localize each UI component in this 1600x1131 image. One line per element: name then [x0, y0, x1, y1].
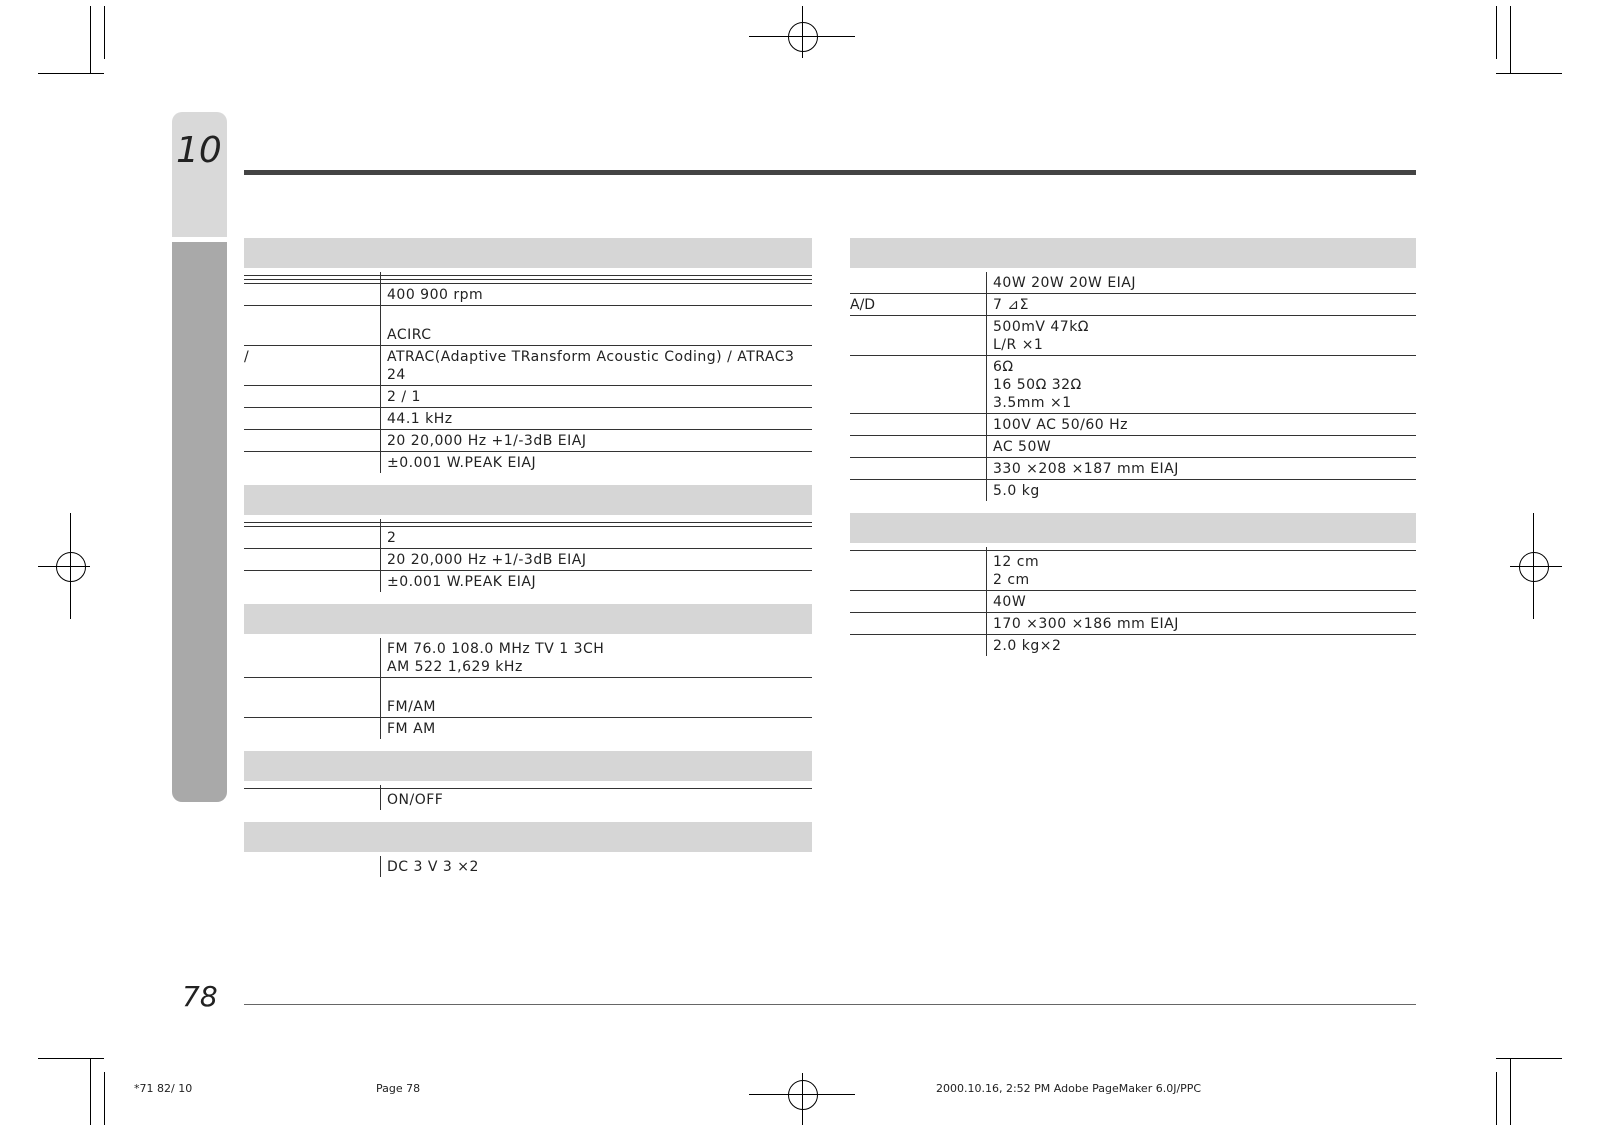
spec-row [850, 294, 1416, 316]
spec-row [244, 856, 812, 877]
spec-label [244, 519, 380, 522]
spec-label [850, 613, 986, 634]
spec-value: ACIRC [380, 306, 812, 345]
spec-value: 100V AC 50/60 Hz [986, 414, 1416, 435]
spec-label [244, 856, 380, 877]
right-spec-column [850, 238, 1416, 656]
spec-label [850, 414, 986, 435]
spec-row [244, 549, 812, 571]
spec-value: FM 76.0 108.0 MHz TV 1 3CH AM 522 1,629 kHz [380, 638, 812, 677]
spec-value [380, 276, 812, 279]
spec-value: FM/AM [380, 678, 812, 717]
spec-label [850, 272, 986, 293]
spec-value: ATRAC(Adaptive TRansform Acoustic Coding) / ATRAC3 24 [380, 346, 812, 385]
spec-value [986, 547, 1416, 550]
spec-value: ON/OFF [380, 789, 812, 810]
spec-label [244, 306, 380, 345]
spec-row [850, 591, 1416, 613]
spec-section-heading [244, 751, 812, 781]
spec-row [850, 458, 1416, 480]
spec-row [244, 386, 812, 408]
spec-value: 2 / 1 [380, 386, 812, 407]
spec-label [244, 549, 380, 570]
spec-value: 2 [380, 527, 812, 548]
spec-value: 20 20,000 Hz +1/-3dB EIAJ [380, 430, 812, 451]
spec-label [244, 284, 380, 305]
spec-row [244, 346, 812, 386]
spec-label [244, 272, 380, 275]
spec-row [850, 316, 1416, 356]
spec-row [244, 452, 812, 473]
spec-row [850, 414, 1416, 436]
spec-value: 44.1 kHz [380, 408, 812, 429]
spec-label [850, 635, 986, 656]
spec-value [380, 519, 812, 522]
left-spec-column [244, 238, 812, 877]
spec-value: 6Ω 16 50Ω 32Ω 3.5mm ×1 [986, 356, 1416, 413]
spec-row [244, 408, 812, 430]
title-rule [244, 170, 1416, 175]
spec-row [244, 430, 812, 452]
spec-row [244, 638, 812, 678]
spec-section-heading [244, 485, 812, 515]
spec-label [244, 527, 380, 548]
slug-stamp: 2000.10.16, 2:52 PM Adobe PageMaker 6.0J/PPC [936, 1082, 1202, 1095]
spec-label [850, 436, 986, 457]
spec-value [380, 280, 812, 283]
spec-row [850, 356, 1416, 414]
spec-label [244, 386, 380, 407]
spec-row [850, 551, 1416, 591]
spec-section-heading [244, 822, 812, 852]
spec-label [850, 356, 986, 413]
spec-label [244, 789, 380, 810]
spec-value: 12 cm 2 cm [986, 551, 1416, 590]
spec-label [850, 316, 986, 355]
spec-value: 170 ×300 ×186 mm EIAJ [986, 613, 1416, 634]
spec-value [380, 523, 812, 526]
spec-value: 40W 20W 20W EIAJ [986, 272, 1416, 293]
chapter-number: 10 [176, 130, 222, 171]
spec-label [244, 452, 380, 473]
spec-label [244, 280, 380, 283]
slug-page: Page 78 [376, 1082, 421, 1095]
spec-label [850, 591, 986, 612]
spec-label [850, 480, 986, 501]
spec-section-heading [850, 238, 1416, 268]
spec-value: 7 ⊿Σ [986, 294, 1416, 315]
footer-rule [244, 1004, 1416, 1005]
spec-row [850, 613, 1416, 635]
spec-label [850, 458, 986, 479]
spec-row [244, 527, 812, 549]
spec-row [244, 306, 812, 346]
spec-row [244, 678, 812, 718]
spec-row [244, 571, 812, 592]
spec-section-heading [850, 513, 1416, 543]
spec-value: 5.0 kg [986, 480, 1416, 501]
spec-label [244, 571, 380, 592]
spec-label [244, 408, 380, 429]
spec-value [380, 272, 812, 275]
spec-label [244, 276, 380, 279]
spec-row [850, 272, 1416, 294]
spec-value [380, 785, 812, 788]
page-number: 78 [182, 980, 218, 1013]
spec-row [244, 789, 812, 810]
spec-label: A/D [850, 297, 876, 313]
spec-value: 400 900 rpm [380, 284, 812, 305]
spec-label [244, 718, 380, 739]
spec-value: 330 ×208 ×187 mm EIAJ [986, 458, 1416, 479]
spec-label [244, 523, 380, 526]
spec-value: 40W [986, 591, 1416, 612]
spec-section-heading [244, 604, 812, 634]
spec-row [244, 718, 812, 739]
spec-row [850, 635, 1416, 656]
slug-file: *71 82/ 10 [134, 1082, 193, 1095]
spec-section-heading [244, 238, 812, 268]
spec-label [244, 638, 380, 677]
spec-label [244, 678, 380, 717]
spec-label [244, 430, 380, 451]
spec-label: / [244, 349, 249, 365]
spec-row [244, 284, 812, 306]
spec-label [850, 551, 986, 590]
spec-label [244, 785, 380, 788]
spec-value: DC 3 V 3 ×2 [380, 856, 812, 877]
spec-value: AC 50W [986, 436, 1416, 457]
spec-row [850, 436, 1416, 458]
spec-value: ±0.001 W.PEAK EIAJ [380, 452, 812, 473]
spec-value: ±0.001 W.PEAK EIAJ [380, 571, 812, 592]
spec-value: 2.0 kg×2 [986, 635, 1416, 656]
spec-value: 20 20,000 Hz +1/-3dB EIAJ [380, 549, 812, 570]
spec-value: 500mV 47kΩ L/R ×1 [986, 316, 1416, 355]
spec-label [850, 547, 986, 550]
section-tab-label [180, 268, 220, 348]
spec-row [850, 480, 1416, 501]
spec-value: FM AM [380, 718, 812, 739]
